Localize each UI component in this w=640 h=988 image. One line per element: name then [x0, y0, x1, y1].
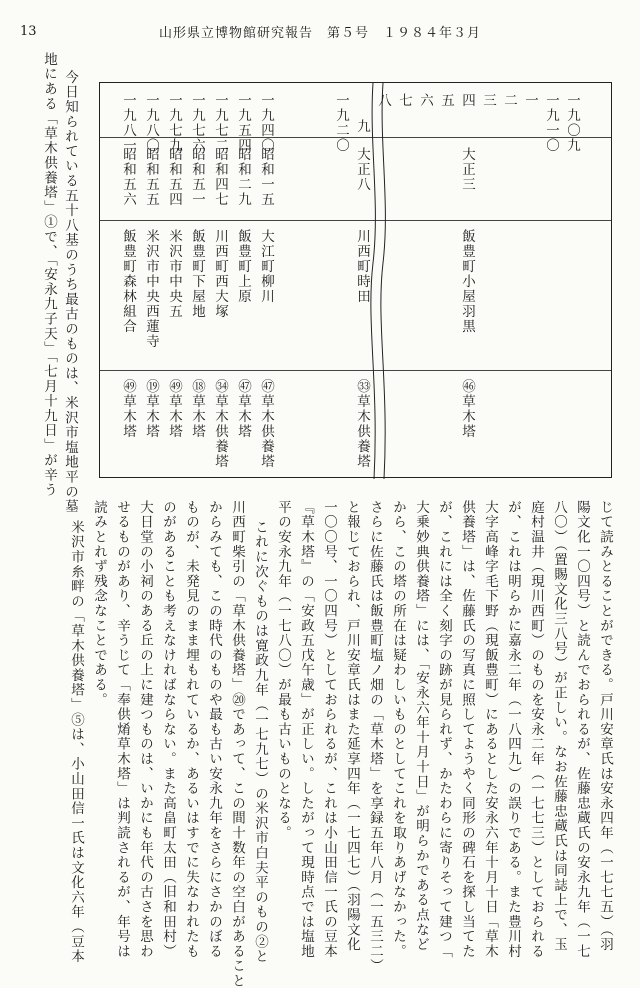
type-cell: ㉞草木供養塔 — [212, 379, 228, 469]
running-header: 山形県立博物館研究報告 第５号 １９８４年３月 — [158, 26, 481, 41]
era-cell: 大正三 — [459, 147, 475, 192]
year-cell: 八 — [375, 93, 391, 108]
text-column: じて読みとることができる。戸川安章氏は安永四年（一七七五）（羽 — [597, 500, 613, 953]
text-column: 大字高峰字毛下野（現飯豊町）にあるとした安永六年十月十日「草木 — [482, 500, 498, 959]
type-cell: ㊼草木供養塔 — [258, 379, 274, 469]
era-cell: 昭和五五 — [143, 147, 159, 207]
text-column: さらに佐藤氏は飯豊町塩ノ畑の「草木塔」を享録五年八月（一五三二） — [367, 500, 383, 974]
text-column: 庭村温井（現川西町）のものを安永二年（一七七三）としておられる — [528, 500, 544, 959]
table-divider — [100, 370, 611, 371]
place-cell: 川西町西大塚 — [212, 229, 228, 319]
year-cell: 五 — [438, 93, 454, 108]
place-cell: 飯豊町小屋羽黒 — [459, 229, 475, 334]
type-cell: ⑱草木塔 — [189, 379, 205, 439]
text-column: 一〇〇号、一〇四号）としておられるが、これは小山田信一氏の豆本 — [321, 500, 337, 959]
year-cell: 一九七六 — [189, 93, 205, 153]
text-column: が、これは明らかに嘉永二年（一八四九）の誤りである。また豊川村 — [505, 500, 521, 959]
place-cell: 飯豊町森林組合 — [120, 229, 136, 334]
text-column: せるものがあり、辛うじて「奉供𤉶草木塔」は判読されるが、年号は — [114, 500, 130, 959]
type-cell: ⑲草木塔 — [143, 379, 159, 439]
text-column: 米沢市糸畔の「草木供養塔」⑤は、小山田信一氏は文化六年（豆本 — [68, 520, 84, 964]
year-cell: 一九四〇 — [258, 93, 274, 153]
year-cell: 一九七二 — [212, 93, 228, 153]
era-cell: 昭和五六 — [120, 147, 136, 207]
year-cell: 一 — [522, 93, 538, 108]
text-column: からみても、この時代のものや最も古い安永九年をさらにさかのぼる — [206, 500, 222, 959]
type-cell: ㊼草木塔 — [235, 379, 251, 439]
text-column: 川西町柴引の「草木供養塔」⑳であって、この間十数年の空白があること — [229, 500, 245, 988]
year-cell: 六 — [417, 93, 433, 108]
type-cell: ㊾草木塔 — [166, 379, 182, 439]
year-cell: 二 — [501, 93, 517, 108]
era-cell: 昭和四七 — [212, 147, 228, 207]
place-cell: 米沢市中央五 — [166, 229, 182, 319]
year-cell: 四 — [459, 93, 475, 108]
text-column: のがあることも考えなければならない。また高畠町太田（旧和田村） — [160, 500, 176, 959]
year-cell: 七 — [396, 93, 412, 108]
year-cell: 九 — [354, 119, 370, 134]
era-cell: 昭和五四 — [166, 147, 182, 207]
text-column: 今日知られている五十八基のうち最古のものは、米沢市塩地平の墓 — [62, 70, 78, 514]
type-cell: ㉝草木供養塔 — [354, 379, 370, 469]
era-cell: 昭和五一 — [189, 147, 205, 207]
text-column: 陽文化一〇四号）と読んでおられるが、佐藤忠蔵氏の安永九年（一七 — [574, 500, 590, 959]
text-column: 読みとれず残念なことである。 — [91, 500, 107, 708]
table-divider — [100, 220, 611, 221]
text-column: が、これには全く刻字の跡が見られず、かたわらに寄りそって建つ「 — [436, 500, 452, 959]
text-column: 八〇）（置賜文化三八号）が正しい。なお佐藤忠蔵氏は同誌上で、玉 — [551, 500, 567, 953]
year-cell: 三 — [480, 93, 496, 108]
text-column: 大乗妙典供養塔」には、「安永六年十月十日」が明らかである点など — [413, 500, 429, 953]
year-cell: 一九八一 — [120, 93, 136, 153]
place-cell: 川西町時田 — [354, 229, 370, 304]
year-cell: 一九五四 — [235, 93, 251, 153]
year-cell: 一九七九 — [166, 93, 182, 153]
page-number: 13 — [20, 24, 37, 39]
era-cell: 大正八 — [354, 147, 370, 192]
text-column: ものが、未発見のまま埋もれているか、あるいはすでに失なわれたも — [183, 500, 199, 959]
text-column: 大日堂の小祠のある丘の上に建つものは、いかにも年代の古さを思わ — [137, 500, 153, 959]
place-cell: 飯豊町下屋地 — [189, 229, 205, 319]
text-column: と報じておられ、戸川安章氏はまた延享四年（一七四七）（羽陽文化 — [344, 500, 360, 953]
era-cell: 昭和二九 — [235, 147, 251, 207]
place-cell: 飯豊町上原 — [235, 229, 251, 304]
year-cell: 一九一〇 — [543, 93, 559, 153]
type-cell: ㊻草木塔 — [459, 379, 475, 439]
text-column: 『草木塔』の「安政五戊午歳」が正しい。したがって現時点では塩地 — [298, 500, 314, 959]
text-column: 地にある「草木供養塔」①で、「安永九子天」「七月十九日」が辛う — [41, 52, 57, 498]
text-column: これに次ぐものは寛政九年（一七九七）の米沢市白夫平のもの②と — [252, 520, 268, 964]
text-column: 平の安永九年（一七八〇）が最も古いものとなる。 — [275, 500, 291, 841]
era-cell: 昭和一五 — [258, 147, 274, 207]
place-cell: 米沢市中央西蓮寺 — [143, 229, 159, 349]
text-column: 供養塔」は、佐藤氏の写真に照してようやく同形の碑石を探し当てた — [459, 500, 475, 959]
place-cell: 大江町柳川 — [258, 229, 274, 304]
year-cell: 一九二〇 — [333, 93, 349, 153]
type-cell: ㊾草木塔 — [120, 379, 136, 439]
text-column: から、この塔の所在は疑わしいものとしてこれを取りあげなかった。 — [390, 500, 406, 959]
tree-pagoda-table — [99, 82, 612, 478]
table-break-mark — [368, 83, 390, 479]
year-cell: 一九八〇 — [143, 93, 159, 153]
year-cell: 一九〇九 — [564, 93, 580, 153]
